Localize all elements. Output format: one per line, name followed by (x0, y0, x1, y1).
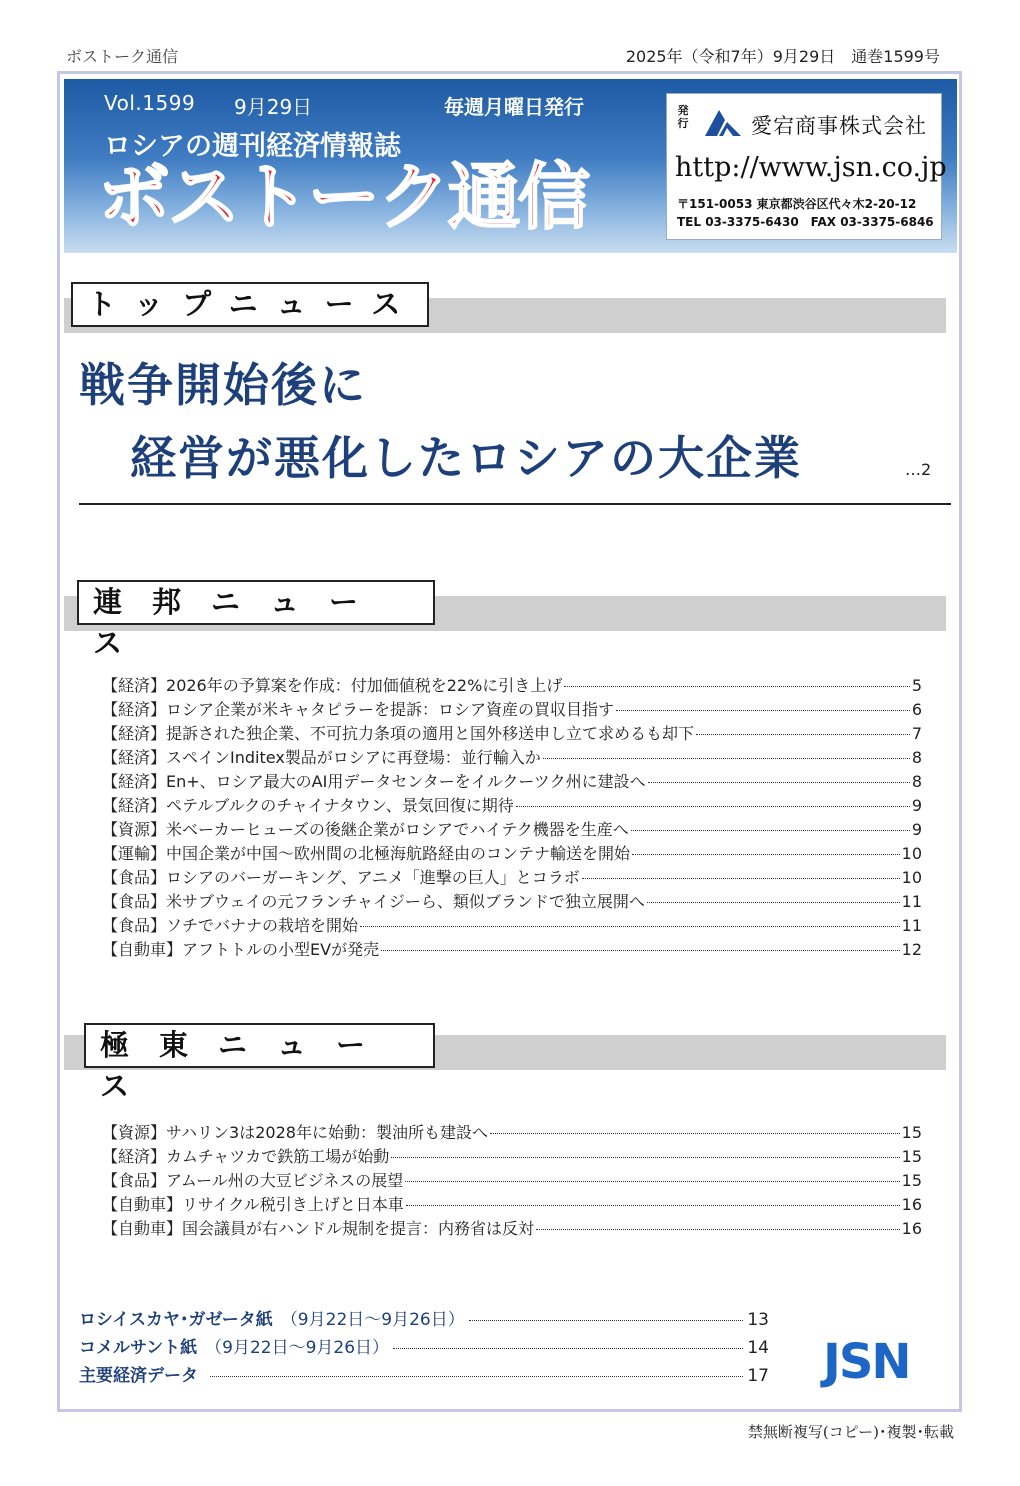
press-entry[interactable] (79, 1361, 769, 1389)
toc-entry[interactable] (102, 1192, 922, 1216)
toc-category: 【資源】 (102, 1123, 167, 1142)
publisher-tag: 発行 (677, 104, 689, 130)
toc-category: 【経済】 (102, 724, 167, 743)
leader-dots (393, 1348, 743, 1349)
toc-category: 【経済】 (102, 772, 167, 791)
toc-page-number: 11 (901, 892, 922, 911)
toc-title: アムール州の大豆ビジネスの展望 (166, 1171, 404, 1190)
headline-line-2[interactable]: 経営が悪化したロシアの大企業 (130, 431, 802, 485)
headline-divider (79, 503, 951, 505)
leader-dots (631, 830, 910, 831)
toc-entry[interactable] (102, 721, 922, 745)
press-title: コメルサント紙 (79, 1338, 198, 1358)
leader-dots (564, 686, 910, 687)
toc-entry[interactable] (102, 769, 922, 793)
toc-page-number: 15 (901, 1171, 922, 1190)
leader-dots (516, 806, 910, 807)
publication-frequency: 毎週月曜日発行 (444, 95, 584, 119)
volume-number: Vol.1599 (104, 91, 196, 115)
section-heading-federal-news: 連邦ニュース (77, 580, 435, 625)
press-title: ロシイスカヤ･ガゼータ紙 (79, 1310, 273, 1330)
toc-title: 提訴された独企業、不可抗力条項の適用と国外移送申し立て求めるも却下 (166, 724, 695, 743)
masthead-banner (64, 79, 957, 253)
leader-dots (543, 758, 910, 759)
headline-line-1[interactable]: 戦争開始後に (79, 358, 367, 412)
toc-title: ペテルブルクのチャイナタウン、景気回復に期待 (166, 796, 514, 815)
toc-category: 【自動車】 (102, 1219, 183, 1238)
toc-page-number: 16 (901, 1195, 922, 1214)
toc-category: 【自動車】 (102, 940, 183, 959)
toc-title: アフトトルの小型EVが発売 (182, 940, 380, 959)
toc-entry[interactable] (102, 913, 922, 937)
leader-dots (381, 950, 900, 951)
toc-page-number: 7 (911, 724, 922, 743)
toc-category: 【資源】 (102, 820, 167, 839)
leader-dots (616, 710, 910, 711)
toc-title: 米ベーカーヒューズの後継企業がロシアでハイテク機器を生産へ (166, 820, 629, 839)
publisher-phone: TEL 03-3375-6430 FAX 03-3375-6846 (677, 215, 934, 229)
press-review-list (79, 1305, 769, 1389)
toc-title: サハリン3は2028年に始動：製油所も建設へ (166, 1123, 488, 1142)
toc-category: 【運輸】 (102, 844, 167, 863)
masthead-logo: ボストーク通信 (98, 155, 589, 239)
toc-category: 【食品】 (102, 868, 167, 887)
toc-title: リサイクル税引き上げと日本車 (182, 1195, 404, 1214)
press-entry[interactable] (79, 1333, 769, 1361)
issue-date: 2025年（令和7年）9月29日 通巻1599号 (625, 47, 940, 66)
press-date-range: （9月22日～9月26日） (205, 1338, 390, 1358)
toc-title: ロシア企業が米キャタピラーを提訴：ロシア資産の買収目指す (166, 700, 615, 719)
toc-title: 国会議員が右ハンドル規制を提言：内務省は反対 (182, 1219, 535, 1238)
toc-category: 【経済】 (102, 1147, 167, 1166)
toc-title: 米サブウェイの元フランチャイジーら、類似ブランドで独立展開へ (166, 892, 645, 911)
leader-dots (210, 1376, 743, 1377)
toc-category: 【経済】 (102, 700, 167, 719)
toc-title: カムチャツカで鉄筋工場が始動 (166, 1147, 390, 1166)
publication-name: ボストーク通信 (66, 47, 179, 66)
leader-dots (405, 1181, 899, 1182)
leader-dots (632, 854, 900, 855)
toc-page-number: 5 (911, 676, 922, 695)
toc-entry[interactable] (102, 841, 922, 865)
toc-page-number: 11 (901, 916, 922, 935)
toc-page-number: 12 (901, 940, 922, 959)
toc-page-number: 15 (901, 1147, 922, 1166)
leader-dots (391, 1157, 899, 1158)
toc-category: 【食品】 (102, 1171, 167, 1190)
toc-category: 【食品】 (102, 892, 167, 911)
toc-title: ロシアのバーガーキング、アニメ「進撃の巨人」とコラボ (166, 868, 580, 887)
toc-entry[interactable] (102, 937, 922, 961)
publisher-box (666, 93, 947, 240)
jsn-logo: JSN (823, 1334, 910, 1390)
press-page-number: 17 (747, 1366, 769, 1386)
section-heading-far-east-news: 極東ニュース (84, 1023, 435, 1068)
leader-dots (406, 1205, 900, 1206)
toc-category: 【食品】 (102, 916, 167, 935)
toc-page-number: 10 (901, 868, 922, 887)
toc-title: 2026年の予算案を作成：付加価値税を22%に引き上げ (166, 676, 563, 695)
toc-title: スペインInditex製品がロシアに再登場：並行輸入か (166, 748, 541, 767)
toc-entry[interactable] (102, 889, 922, 913)
press-title: 主要経済データ (79, 1366, 198, 1386)
leader-dots (360, 926, 900, 927)
toc-category: 【経済】 (102, 676, 167, 695)
federal-news-list (102, 673, 922, 961)
toc-page-number: 10 (901, 844, 922, 863)
copyright-notice: 禁無断複写(コピー)･複製･転載 (747, 1423, 954, 1441)
toc-entry[interactable] (102, 1120, 922, 1144)
toc-entry[interactable] (102, 865, 922, 889)
press-page-number: 13 (747, 1310, 769, 1330)
press-entry[interactable] (79, 1305, 769, 1333)
toc-page-number: 9 (911, 796, 922, 815)
leader-dots (648, 782, 910, 783)
leader-dots (490, 1133, 900, 1134)
toc-entry[interactable] (102, 793, 922, 817)
headline-page: …2 (905, 460, 932, 479)
company-logo-icon (703, 106, 745, 138)
toc-page-number: 6 (911, 700, 922, 719)
toc-title: En+、ロシア最大のAI用データセンターをイルクーツク州に建設へ (166, 772, 646, 791)
toc-page-number: 8 (911, 772, 922, 791)
press-page-number: 14 (747, 1338, 769, 1358)
toc-category: 【経済】 (102, 748, 167, 767)
toc-entry[interactable] (102, 745, 922, 769)
toc-entry[interactable] (102, 697, 922, 721)
toc-page-number: 9 (911, 820, 922, 839)
leader-dots (647, 902, 900, 903)
toc-page-number: 15 (901, 1123, 922, 1142)
toc-category: 【経済】 (102, 796, 167, 815)
leader-dots (469, 1320, 744, 1321)
leader-dots (582, 878, 900, 879)
toc-category: 【自動車】 (102, 1195, 183, 1214)
press-date-range: （9月22日～9月26日） (280, 1310, 465, 1330)
toc-title: 中国企業が中国～欧州間の北極海航路経由のコンテナ輸送を開始 (166, 844, 631, 863)
toc-entry[interactable] (102, 1216, 922, 1240)
toc-entry[interactable] (102, 1144, 922, 1168)
masthead-subtitle: ロシアの週刊経済情報誌 (104, 131, 401, 162)
toc-entry[interactable] (102, 1168, 922, 1192)
toc-entry[interactable] (102, 817, 922, 841)
toc-entry[interactable] (102, 673, 922, 697)
publisher-url[interactable]: http://www.jsn.co.jp (675, 152, 947, 183)
publisher-address: 〒151-0053 東京都渋谷区代々木2-20-12 (677, 197, 917, 211)
toc-page-number: 16 (901, 1219, 922, 1238)
volume-date: 9月29日 (234, 95, 313, 119)
leader-dots (536, 1229, 900, 1230)
publisher-company: 愛宕商事株式会社 (751, 114, 927, 138)
far-east-news-list (102, 1120, 922, 1240)
section-heading-top-news: トップニュース (71, 282, 429, 327)
leader-dots (696, 734, 910, 735)
toc-page-number: 8 (911, 748, 922, 767)
toc-title: ソチでバナナの栽培を開始 (166, 916, 359, 935)
